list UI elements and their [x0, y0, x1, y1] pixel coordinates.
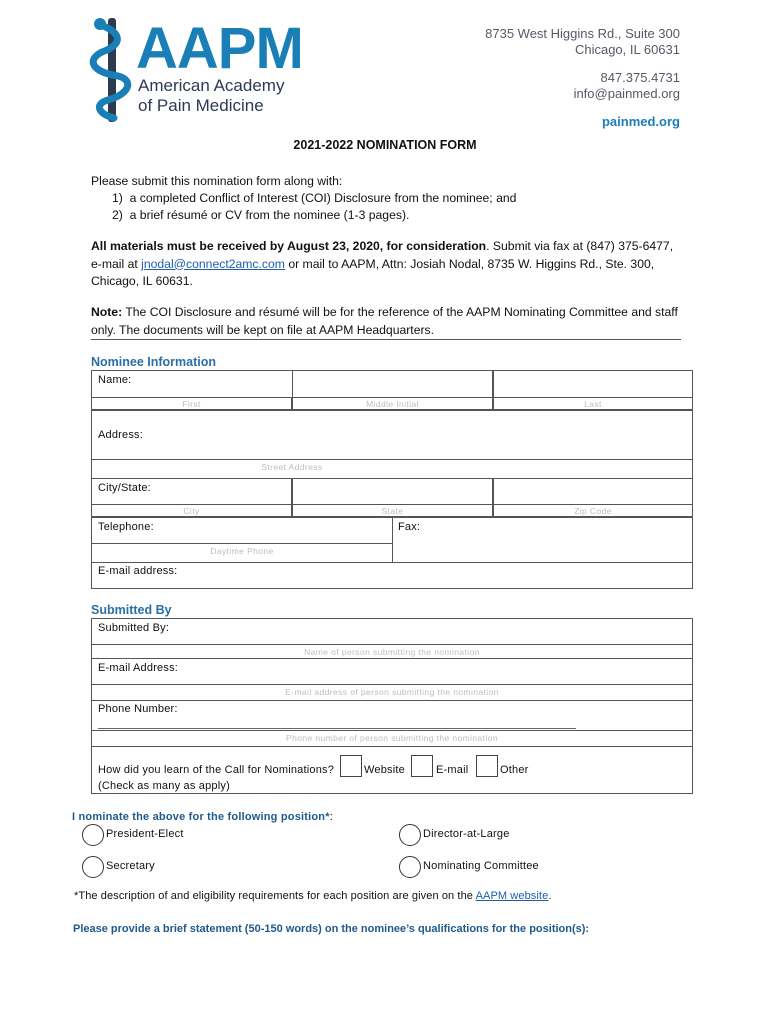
positions-heading: [72, 811, 333, 823]
middle-hint: Middle Initial: [366, 399, 419, 409]
footnote-text: *The description of and eligibility requirements for each position are given on the: [74, 890, 476, 902]
submitter-email-input[interactable]: [91, 658, 693, 685]
logo-wordmark: AAPM: [136, 16, 303, 81]
org-website[interactable]: painmed.org: [601, 114, 680, 129]
president-elect-radio[interactable]: [82, 824, 104, 846]
secretary-radio[interactable]: [82, 856, 104, 878]
intro-item-2-number: 2): [112, 208, 123, 222]
zip-hint: Zip Code: [574, 506, 612, 516]
state-hint: State: [381, 506, 404, 516]
city-hint: City: [183, 506, 200, 516]
submitted-by-label: Submitted By:: [98, 622, 170, 634]
submitter-phone-hint: Phone number of person submitting the nomination: [286, 733, 498, 743]
email-option-label: E-mail: [436, 764, 469, 776]
address-label: Address:: [98, 429, 144, 441]
submitter-email-hint: E-mail address of person submitting the nomination: [285, 687, 499, 697]
org-email[interactable]: info@painmed.org: [573, 86, 680, 101]
submitter-phone-label: Phone Number:: [98, 703, 178, 715]
caduceus-logo-icon: [88, 14, 136, 124]
phone-underline: [98, 728, 576, 729]
intro-item-2-text: a brief résumé or CV from the nominee (1-3 pages).: [129, 208, 410, 222]
aapm-website-link[interactable]: AAPM website: [475, 890, 549, 902]
submitter-name-input[interactable]: [91, 618, 693, 645]
submitted-heading: Submitted By: [91, 603, 172, 617]
footnote: [74, 890, 551, 902]
intro-item-1: [112, 190, 516, 208]
deadline-text: All materials must be received by August 23, 2020, for consideration: [91, 239, 487, 253]
address-line-2: Chicago, IL 60631: [574, 42, 680, 57]
intro-item-2: [112, 207, 409, 225]
intro-item-1-number: 1): [112, 191, 123, 205]
nominating-committee-label: Nominating Committee: [423, 860, 539, 872]
materials-mail: or mail to AAPM, Attn: Josiah Nodal, 8735 W. Higgins Rd., Ste. 300,: [284, 256, 655, 271]
website-option-label: Website: [364, 764, 405, 776]
positions-heading-colon: :: [329, 811, 333, 823]
intro-lead: Please submit this nomination form along with:: [91, 174, 343, 188]
first-name-input[interactable]: [91, 370, 292, 398]
fax-input[interactable]: [392, 517, 693, 563]
nominee-email-label: E-mail address:: [98, 565, 178, 577]
director-radio[interactable]: [399, 824, 421, 846]
nominee-heading: Nominee Information: [91, 355, 217, 369]
address-input[interactable]: [91, 410, 693, 460]
intro-item-1-text: a completed Conflict of Interest (COI) Disclosure from the nominee; and: [129, 191, 517, 205]
materials-paragraph: [91, 238, 691, 291]
other-checkbox[interactable]: [476, 755, 498, 777]
learn-label: How did you learn of the Call for Nominations?: [98, 764, 335, 776]
director-label: Director-at-Large: [423, 828, 510, 840]
street-hint: Street Address: [261, 462, 323, 472]
telephone-label: Telephone:: [98, 521, 154, 533]
org-address: [485, 26, 680, 58]
address-line-1: 8735 West Higgins Rd., Suite 300: [485, 26, 680, 41]
contact-email-link[interactable]: jnodal@connect2amc.com: [141, 256, 285, 271]
last-hint: Last: [584, 399, 602, 409]
nominee-email-input[interactable]: [91, 562, 693, 589]
fax-label: Fax:: [398, 521, 421, 533]
section-divider: [91, 339, 681, 340]
submitter-email-label: E-mail Address:: [98, 662, 179, 674]
statement-prompt: Please provide a brief statement (50-150 words) on the nominee’s qualifications for the position(s):: [73, 923, 590, 935]
website-checkbox[interactable]: [340, 755, 362, 777]
zip-input[interactable]: [493, 478, 693, 505]
logo-subtitle: [138, 76, 284, 116]
middle-initial-input[interactable]: [292, 370, 493, 398]
president-elect-label: President-Elect: [106, 828, 184, 840]
materials-city: Chicago, IL 60631.: [91, 274, 193, 288]
secretary-label: Secretary: [106, 860, 155, 872]
learn-sublabel: (Check as many as apply): [98, 780, 230, 792]
note-label: Note:: [91, 305, 123, 319]
submitter-phone-input[interactable]: [91, 700, 693, 731]
state-input[interactable]: [292, 478, 493, 505]
org-contact: [574, 70, 680, 102]
form-title: 2021-2022 NOMINATION FORM: [293, 138, 477, 152]
logo-subtitle-line-2: of Pain Medicine: [138, 96, 264, 115]
city-state-label: City/State:: [98, 482, 151, 494]
materials-fax: . Submit via fax at (847) 375-6477,: [486, 239, 674, 253]
org-phone: 847.375.4731: [600, 70, 680, 85]
other-option-label: Other: [500, 764, 529, 776]
footnote-end: .: [548, 890, 552, 902]
logo-subtitle-line-1: American Academy: [138, 76, 285, 95]
daytime-hint: Daytime Phone: [210, 546, 274, 556]
first-hint: First: [182, 399, 201, 409]
submitter-name-hint: Name of person submitting the nomination: [304, 647, 480, 657]
materials-email-prefix: e-mail at: [91, 256, 142, 271]
name-label: Name:: [98, 374, 132, 386]
email-checkbox[interactable]: [411, 755, 433, 777]
positions-heading-text: I nominate the above for the following position*: [72, 811, 330, 823]
note-text: The COI Disclosure and résumé will be for the reference of the AAPM Nominating Committee and staff only. The documents will be kept on file at AAPM Headquarters.: [91, 305, 678, 337]
note-paragraph: [91, 304, 691, 339]
nominating-committee-radio[interactable]: [399, 856, 421, 878]
last-name-input[interactable]: [493, 370, 693, 398]
